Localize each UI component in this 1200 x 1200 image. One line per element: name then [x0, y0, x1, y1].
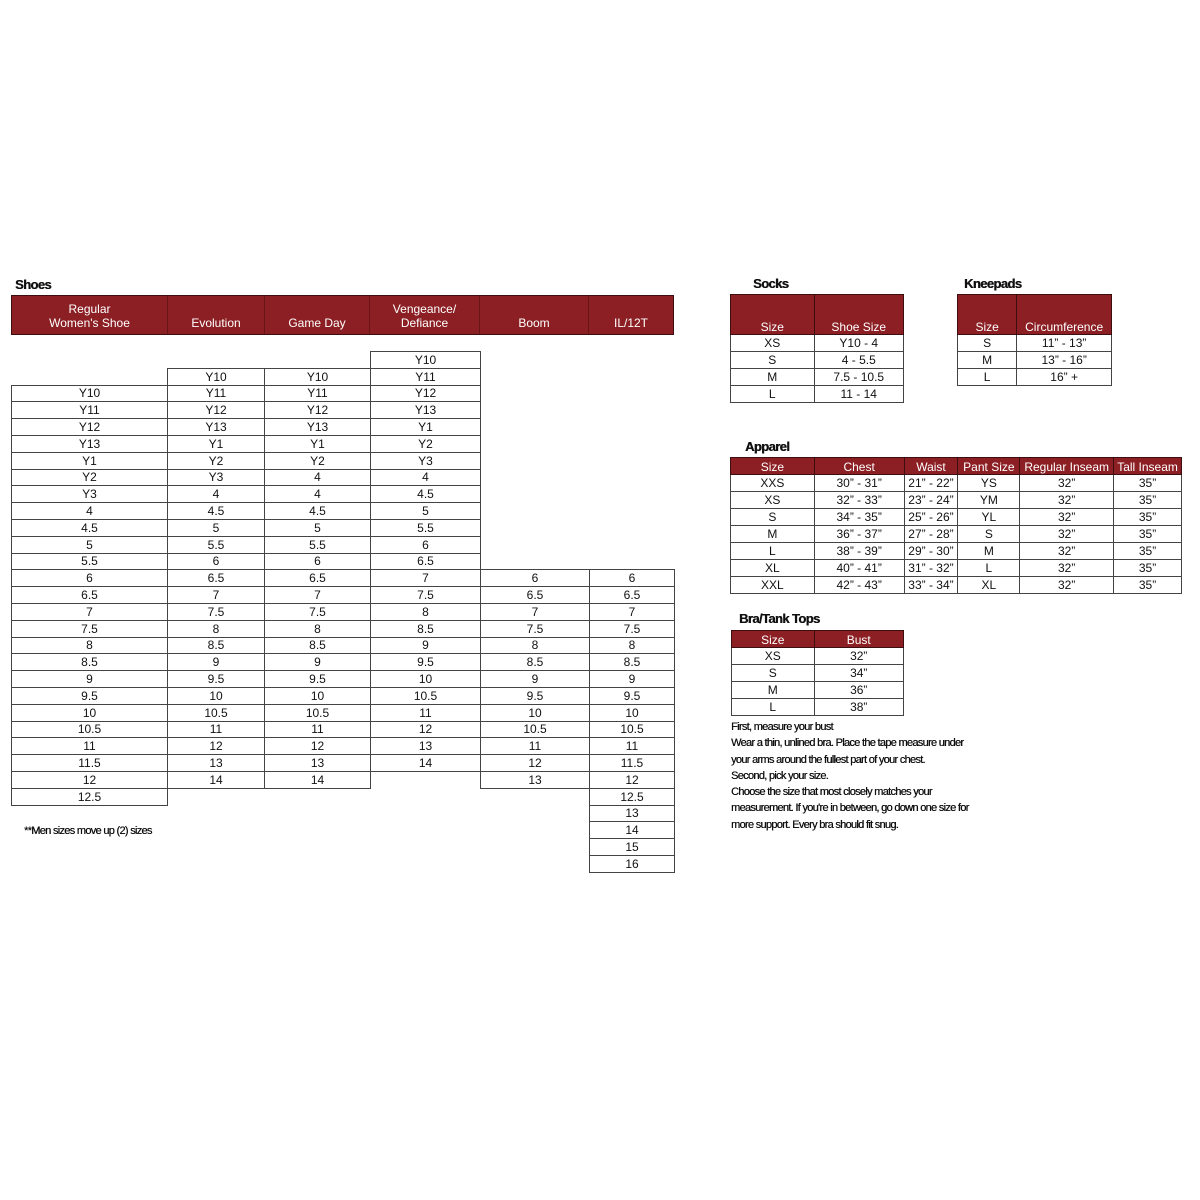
shoes-cell-evolution: Y12	[167, 401, 265, 419]
shoes-cell-evolution: 11	[167, 721, 265, 738]
bra-note-line: more support. Every bra should fit snug.	[731, 818, 899, 831]
shoes-cell-game-day: 9.5	[264, 670, 371, 688]
apparel-cell: 32”	[1020, 577, 1114, 594]
shoes-cell-boom: 10.5	[480, 721, 590, 738]
shoes-cell-evolution: 8	[167, 620, 265, 638]
shoes-header-evolution: Evolution	[168, 296, 265, 334]
shoes-cell-boom: 9	[480, 670, 590, 688]
shoes-cell-vengeance: Y12	[370, 385, 481, 402]
apparel-cell: 38” - 39”	[814, 543, 904, 560]
shoes-cell-game-day: 10	[264, 687, 371, 705]
table-row	[731, 526, 1182, 543]
shoes-cell-vengeance: Y13	[370, 401, 481, 419]
shoes-cell-regular: Y10	[11, 385, 168, 402]
table-row	[731, 335, 904, 352]
shoes-cell-il12t: 6.5	[589, 586, 675, 604]
shoes-cell-vengeance: Y10	[370, 351, 481, 369]
shoes-cell-regular: Y12	[11, 418, 168, 436]
shoes-cell-regular: 12.5	[11, 788, 168, 806]
shoes-cell-il12t: 15	[589, 838, 675, 856]
shoes-cell-game-day: 11	[264, 721, 371, 738]
kneepads-cell: 11” - 13”	[1017, 335, 1112, 352]
shoes-cell-vengeance: 8	[370, 603, 481, 621]
shoes-header-band	[11, 295, 674, 335]
apparel-header-waist: Waist	[904, 458, 958, 475]
table-row	[731, 509, 1182, 526]
shoes-cell-vengeance: 10	[370, 670, 481, 688]
shoes-cell-game-day: 8	[264, 620, 371, 638]
shoes-cell-vengeance: Y2	[370, 435, 481, 453]
shoes-cell-boom: 9.5	[480, 687, 590, 705]
apparel-cell: 34” - 35”	[814, 509, 904, 526]
table-row	[731, 352, 904, 369]
shoes-cell-regular: 8.5	[11, 653, 168, 671]
socks-cell: 7.5 - 10.5	[814, 369, 904, 386]
kneepads-title: Kneepads	[964, 276, 1022, 291]
apparel-cell: 32”	[1020, 560, 1114, 577]
shoes-cell-il12t: 14	[589, 821, 675, 839]
shoes-cell-boom: 11	[480, 737, 590, 755]
shoes-cell-regular: 6.5	[11, 586, 168, 604]
shoes-cell-game-day: 14	[264, 771, 371, 789]
shoes-cell-vengeance: 13	[370, 737, 481, 755]
shoes-cell-game-day: Y13	[264, 418, 371, 436]
apparel-cell: YL	[958, 509, 1020, 526]
table-row	[731, 577, 1182, 594]
socks-cell: S	[731, 352, 815, 369]
shoes-cell-il12t: 8.5	[589, 653, 675, 671]
shoes-cell-game-day: Y1	[264, 435, 371, 453]
bra-note-line: Wear a thin, unlined bra. Place the tape measure under	[731, 737, 964, 750]
shoes-cell-game-day: 4.5	[264, 502, 371, 520]
kneepads-cell: L	[958, 369, 1017, 386]
shoes-cell-vengeance: 6	[370, 536, 481, 554]
apparel-cell: S	[958, 526, 1020, 543]
shoes-cell-evolution: 8.5	[167, 637, 265, 654]
shoes-cell-regular: 6	[11, 569, 168, 587]
shoes-cell-il12t: 16	[589, 855, 675, 873]
apparel-cell: 32”	[1020, 509, 1114, 526]
apparel-cell: 35”	[1114, 509, 1182, 526]
shoes-cell-game-day: 13	[264, 754, 371, 772]
shoes-header-boom: Boom	[480, 296, 589, 334]
shoes-cell-game-day: 6	[264, 553, 371, 570]
apparel-table	[730, 457, 1182, 594]
shoes-cell-evolution: 4.5	[167, 502, 265, 520]
shoes-cell-regular: 12	[11, 771, 168, 789]
table-row	[731, 543, 1182, 560]
shoes-cell-regular: 4	[11, 502, 168, 520]
shoes-cell-vengeance: 7.5	[370, 586, 481, 604]
apparel-cell: 40” - 41”	[814, 560, 904, 577]
apparel-cell: 35”	[1114, 577, 1182, 594]
shoes-cell-evolution: 14	[167, 771, 265, 789]
apparel-header-size: Size	[731, 458, 815, 475]
shoes-cell-evolution: 4	[167, 485, 265, 503]
bra-note-line: Choose the size that most closely matches your	[731, 786, 932, 799]
shoes-cell-il12t: 8	[589, 637, 675, 654]
bra-note-line: your arms around the fullest part of your chest.	[731, 753, 925, 766]
shoes-cell-il12t: 7	[589, 603, 675, 621]
kneepads-cell: 16” +	[1017, 369, 1112, 386]
shoes-cell-boom: 6	[480, 569, 590, 587]
apparel-cell: XS	[731, 492, 815, 509]
apparel-cell: 32”	[1020, 543, 1114, 560]
table-row	[732, 648, 904, 665]
bra-cell: 32”	[814, 648, 903, 665]
shoes-cell-game-day: Y2	[264, 452, 371, 470]
shoes-cell-regular: 9.5	[11, 687, 168, 705]
apparel-cell: 27” - 28”	[904, 526, 958, 543]
shoes-cell-evolution: 7.5	[167, 603, 265, 621]
shoes-header-il12t: IL/12T	[613, 316, 649, 330]
shoes-cell-evolution: 9	[167, 653, 265, 671]
apparel-header-pant-size: Pant Size	[958, 458, 1020, 475]
socks-table	[730, 294, 904, 403]
table-row	[731, 386, 904, 403]
socks-cell: Y10 - 4	[814, 335, 904, 352]
shoes-cell-evolution: 5	[167, 519, 265, 537]
shoes-cell-boom: 6.5	[480, 586, 590, 604]
shoes-cell-game-day: 5.5	[264, 536, 371, 554]
shoes-cell-evolution: Y11	[167, 385, 265, 402]
apparel-header-chest: Chest	[814, 458, 904, 475]
shoes-cell-vengeance: 10.5	[370, 687, 481, 705]
shoes-cell-game-day: 9	[264, 653, 371, 671]
table-row	[958, 352, 1112, 369]
socks-cell: M	[731, 369, 815, 386]
kneepads-header-circumference: Circumference	[1017, 295, 1112, 335]
kneepads-cell: 13” - 16”	[1017, 352, 1112, 369]
shoes-cell-evolution: Y13	[167, 418, 265, 436]
apparel-cell: 35”	[1114, 475, 1182, 492]
socks-cell: XS	[731, 335, 815, 352]
shoes-cell-boom: 13	[480, 771, 590, 789]
table-row	[732, 665, 904, 682]
shoes-cell-game-day: 8.5	[264, 637, 371, 654]
shoes-cell-il12t: 13	[589, 805, 675, 822]
apparel-cell: 33” - 34”	[904, 577, 958, 594]
shoes-cell-evolution: 10.5	[167, 704, 265, 722]
shoes-cell-boom: 12	[480, 754, 590, 772]
apparel-cell: 31” - 32”	[904, 560, 958, 577]
shoes-cell-il12t: 11.5	[589, 754, 675, 772]
apparel-cell: 35”	[1114, 526, 1182, 543]
apparel-cell: XL	[731, 560, 815, 577]
shoes-cell-regular: Y3	[11, 485, 168, 503]
bra-header-size: Size	[732, 631, 815, 648]
apparel-cell: 30” - 31”	[814, 475, 904, 492]
shoes-cell-regular: 7.5	[11, 620, 168, 638]
shoes-cell-game-day: 7	[264, 586, 371, 604]
bra-cell: M	[732, 682, 815, 699]
apparel-title: Apparel	[745, 439, 790, 454]
shoes-cell-il12t: 12	[589, 771, 675, 789]
shoes-cell-boom: 8.5	[480, 653, 590, 671]
shoes-cell-evolution: 6	[167, 553, 265, 570]
kneepads-cell: M	[958, 352, 1017, 369]
shoes-cell-il12t: 9	[589, 670, 675, 688]
shoes-cell-regular: 10	[11, 704, 168, 722]
shoes-cell-game-day: 4	[264, 485, 371, 503]
apparel-cell: 36” - 37”	[814, 526, 904, 543]
shoes-cell-vengeance: 4	[370, 469, 481, 486]
shoes-cell-evolution: 10	[167, 687, 265, 705]
shoes-cell-vengeance: 5.5	[370, 519, 481, 537]
shoes-cell-vengeance: Y1	[370, 418, 481, 436]
shoes-cell-game-day: 10.5	[264, 704, 371, 722]
shoes-cell-il12t: 9.5	[589, 687, 675, 705]
bra-note-line: Second, pick your size.	[731, 769, 829, 782]
shoes-cell-evolution: 12	[167, 737, 265, 755]
apparel-cell: M	[958, 543, 1020, 560]
shoes-cell-boom: 7.5	[480, 620, 590, 638]
shoes-cell-evolution: 9.5	[167, 670, 265, 688]
bra-cell: 34”	[814, 665, 903, 682]
shoes-cell-regular: Y11	[11, 401, 168, 419]
apparel-cell: L	[958, 560, 1020, 577]
shoes-cell-game-day: Y10	[264, 368, 371, 386]
kneepads-cell: S	[958, 335, 1017, 352]
bra-note-line: measurement. If you're in between, go down one size for	[731, 802, 969, 815]
table-row	[731, 369, 904, 386]
shoes-cell-game-day: Y11	[264, 385, 371, 402]
shoes-cell-vengeance: 9.5	[370, 653, 481, 671]
shoes-cell-game-day: 5	[264, 519, 371, 537]
shoes-cell-vengeance: 12	[370, 721, 481, 738]
shoes-cell-vengeance: 14	[370, 754, 481, 772]
shoes-header-game-day: Game Day	[265, 296, 370, 334]
apparel-cell: 35”	[1114, 492, 1182, 509]
apparel-cell: YM	[958, 492, 1020, 509]
table-row	[731, 560, 1182, 577]
apparel-cell: 21” - 22”	[904, 475, 958, 492]
bra-fit-instructions	[731, 719, 1031, 833]
apparel-header-tall-inseam: Tall Inseam	[1114, 458, 1182, 475]
socks-title: Socks	[753, 276, 789, 291]
table-row	[958, 335, 1112, 352]
socks-header-shoe-size: Shoe Size	[814, 295, 904, 335]
shoes-cell-vengeance: Y11	[370, 368, 481, 386]
apparel-cell: XXL	[731, 577, 815, 594]
apparel-cell: XXS	[731, 475, 815, 492]
apparel-header-regular-inseam: Regular Inseam	[1020, 458, 1114, 475]
shoes-cell-il12t: 6	[589, 569, 675, 587]
bra-cell: XS	[732, 648, 815, 665]
shoes-cell-game-day: Y12	[264, 401, 371, 419]
socks-cell: 4 - 5.5	[814, 352, 904, 369]
shoes-cell-vengeance: 5	[370, 502, 481, 520]
apparel-cell: 23” - 24”	[904, 492, 958, 509]
apparel-cell: 42” - 43”	[814, 577, 904, 594]
shoes-cell-vengeance: 9	[370, 637, 481, 654]
bra-cell: L	[732, 699, 815, 716]
bra-cell: 38”	[814, 699, 903, 716]
socks-cell: 11 - 14	[814, 386, 904, 403]
shoes-cell-il12t: 11	[589, 737, 675, 755]
shoes-cell-game-day: 4	[264, 469, 371, 486]
shoes-cell-vengeance: 4.5	[370, 485, 481, 503]
shoes-cell-boom: 7	[480, 603, 590, 621]
shoes-cell-evolution: 6.5	[167, 569, 265, 587]
shoes-cell-il12t: 7.5	[589, 620, 675, 638]
table-row	[732, 682, 904, 699]
shoes-cell-regular: Y1	[11, 452, 168, 470]
shoes-cell-vengeance: 8.5	[370, 620, 481, 638]
apparel-cell: 35”	[1114, 543, 1182, 560]
shoes-cell-vengeance: 7	[370, 569, 481, 587]
shoes-cell-regular: 11.5	[11, 754, 168, 772]
shoes-cell-il12t: 10	[589, 704, 675, 722]
shoes-cell-regular: 7	[11, 603, 168, 621]
shoes-header-vengeance: Vengeance/ Defiance	[370, 296, 480, 334]
shoes-cell-game-day: 12	[264, 737, 371, 755]
apparel-cell: L	[731, 543, 815, 560]
shoes-cell-vengeance: Y3	[370, 452, 481, 470]
apparel-cell: YS	[958, 475, 1020, 492]
shoes-cell-il12t: 12.5	[589, 788, 675, 806]
shoes-footnote: **Men sizes move up (2) sizes	[24, 825, 152, 837]
apparel-cell: M	[731, 526, 815, 543]
shoes-title: Shoes	[15, 277, 52, 292]
bra-header-bust: Bust	[814, 631, 903, 648]
bra-cell: 36”	[814, 682, 903, 699]
shoes-cell-regular: 10.5	[11, 721, 168, 738]
shoes-cell-regular: 5	[11, 536, 168, 554]
bra-note-line: First, measure your bust	[731, 721, 833, 733]
shoes-cell-vengeance: 6.5	[370, 553, 481, 570]
socks-header-size: Size	[731, 295, 815, 335]
shoes-cell-regular: Y2	[11, 469, 168, 486]
apparel-cell: XL	[958, 577, 1020, 594]
shoes-cell-il12t: 10.5	[589, 721, 675, 738]
table-row	[732, 699, 904, 716]
shoes-cell-regular: 11	[11, 737, 168, 755]
shoes-cell-evolution: 7	[167, 586, 265, 604]
kneepads-table	[957, 294, 1112, 386]
shoes-cell-evolution: 13	[167, 754, 265, 772]
shoes-cell-evolution: Y1	[167, 435, 265, 453]
apparel-cell: 35”	[1114, 560, 1182, 577]
apparel-cell: 29” - 30”	[904, 543, 958, 560]
shoes-cell-game-day: 7.5	[264, 603, 371, 621]
table-row	[958, 369, 1112, 386]
bra-cell: S	[732, 665, 815, 682]
shoes-cell-game-day: 6.5	[264, 569, 371, 587]
shoes-cell-evolution: Y10	[167, 368, 265, 386]
shoes-cell-regular: 9	[11, 670, 168, 688]
apparel-cell: 32” - 33”	[814, 492, 904, 509]
table-row	[731, 475, 1182, 492]
shoes-cell-regular: 8	[11, 637, 168, 654]
shoes-cell-boom: 8	[480, 637, 590, 654]
bra-table	[731, 630, 904, 716]
shoes-cell-evolution: 5.5	[167, 536, 265, 554]
bra-title: Bra/Tank Tops	[739, 611, 820, 626]
apparel-cell: 32”	[1020, 526, 1114, 543]
kneepads-header-size: Size	[958, 295, 1017, 335]
apparel-cell: S	[731, 509, 815, 526]
shoes-cell-vengeance: 11	[370, 704, 481, 722]
shoes-cell-regular: 4.5	[11, 519, 168, 537]
shoes-cell-evolution: Y2	[167, 452, 265, 470]
shoes-cell-regular: 5.5	[11, 553, 168, 570]
apparel-cell: 32”	[1020, 475, 1114, 492]
apparel-cell: 25” - 26”	[904, 509, 958, 526]
shoes-cell-evolution: Y3	[167, 469, 265, 486]
socks-cell: L	[731, 386, 815, 403]
shoes-cell-regular: Y13	[11, 435, 168, 453]
shoes-cell-boom: 10	[480, 704, 590, 722]
table-row	[731, 492, 1182, 509]
apparel-cell: 32”	[1020, 492, 1114, 509]
shoes-header-regular: Regular Women's Shoe	[12, 296, 168, 334]
